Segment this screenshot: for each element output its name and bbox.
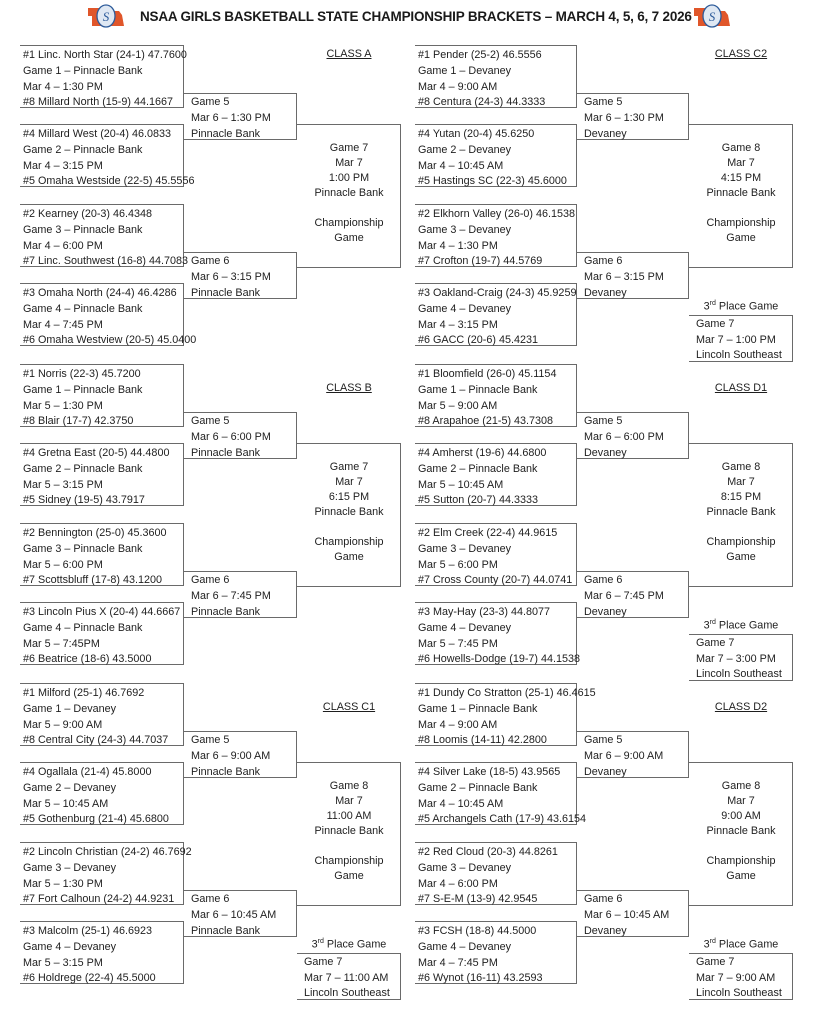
championship-label: Championship bbox=[706, 217, 776, 229]
semifinal-time: Mar 6 – 9:00 AM bbox=[584, 749, 664, 762]
final-site: Pinnacle Bank bbox=[314, 187, 384, 199]
semifinal-time: Mar 6 – 10:45 AM bbox=[584, 908, 670, 921]
nsaa-logo-icon bbox=[86, 2, 126, 30]
semifinal-game-number: Game 6 bbox=[191, 893, 230, 905]
semifinal-site: Pinnacle Bank bbox=[191, 605, 261, 618]
class-label: CLASS D1 bbox=[714, 382, 768, 394]
first-round-game-text bbox=[23, 367, 142, 430]
semifinal-game-number: Game 5 bbox=[191, 96, 230, 108]
championship-label: Championship bbox=[706, 536, 776, 548]
bottom-seed-team: #5 Archangels Cath (17-9) 43.6154 bbox=[418, 813, 587, 826]
top-seed-team: #2 Lincoln Christian (24-2) 46.7692 bbox=[23, 846, 192, 858]
game-venue: Game 3 – Devaney bbox=[418, 542, 512, 555]
bracket-section-class-b bbox=[15, 364, 415, 684]
final-site: Pinnacle Bank bbox=[706, 187, 776, 199]
game-time: Mar 5 – 6:00 PM bbox=[23, 558, 103, 571]
championship-label: Championship bbox=[314, 217, 384, 229]
third-place-label: 3rd Place Game bbox=[703, 619, 779, 632]
top-seed-team: #3 Malcolm (25-1) 46.6923 bbox=[23, 925, 153, 937]
page-title: NSAA GIRLS BASKETBALL STATE CHAMPIONSHIP BRACKETS – MARCH 4, 5, 6, 7 2026 bbox=[140, 9, 692, 24]
semifinal-game-text bbox=[191, 733, 270, 780]
final-time: 6:15 PM bbox=[328, 491, 370, 503]
third-place-site: Lincoln Southeast bbox=[696, 668, 782, 680]
third-place-game-number: Game 7 bbox=[696, 637, 735, 649]
game-venue: Game 2 – Pinnacle Bank bbox=[418, 781, 538, 794]
semifinal-game-text bbox=[584, 95, 664, 142]
semifinal-game-text bbox=[584, 254, 664, 301]
bottom-seed-team: #5 Hastings SC (22-3) 45.6000 bbox=[418, 175, 567, 188]
game-time: Mar 4 – 1:30 PM bbox=[418, 239, 498, 252]
top-seed-team: #4 Millard West (20-4) 46.0833 bbox=[23, 128, 172, 140]
championship-game-text bbox=[297, 460, 401, 565]
game-venue: Game 3 – Pinnacle Bank bbox=[23, 223, 143, 236]
championship-label-game: Game bbox=[726, 551, 756, 563]
first-round-game-text bbox=[418, 845, 558, 908]
bottom-seed-team: #6 Wynot (16-11) 43.2593 bbox=[418, 972, 543, 985]
top-seed-team: #2 Kearney (20-3) 46.4348 bbox=[23, 208, 153, 220]
final-site: Pinnacle Bank bbox=[314, 506, 384, 518]
semifinal-game-number: Game 6 bbox=[584, 574, 623, 586]
game-time: Mar 4 – 9:00 AM bbox=[418, 80, 498, 93]
game-venue: Game 4 – Devaney bbox=[418, 302, 512, 315]
bottom-seed-team: #6 Beatrice (18-6) 43.5000 bbox=[23, 653, 152, 666]
semifinal-time: Mar 6 – 6:00 PM bbox=[191, 430, 271, 443]
semifinal-site: Pinnacle Bank bbox=[191, 127, 261, 140]
game-time: Mar 5 – 9:00 AM bbox=[418, 399, 498, 412]
final-game-number: Game 8 bbox=[721, 142, 761, 154]
bottom-seed-team: #7 S-E-M (13-9) 42.9545 bbox=[418, 893, 538, 906]
championship-game-text bbox=[297, 779, 401, 884]
semifinal-time: Mar 6 – 6:00 PM bbox=[584, 430, 664, 443]
semifinal-site: Devaney bbox=[584, 286, 627, 299]
game-venue: Game 1 – Pinnacle Bank bbox=[23, 383, 143, 396]
bottom-seed-team: #8 Centura (24-3) 44.3333 bbox=[418, 96, 546, 109]
final-date: Mar 7 bbox=[335, 795, 363, 807]
third-place-game-number: Game 7 bbox=[696, 956, 735, 968]
final-game-number: Game 8 bbox=[721, 461, 761, 473]
page-header bbox=[0, 0, 819, 34]
bottom-seed-team: #6 Howells-Dodge (19-7) 44.1538 bbox=[418, 653, 581, 666]
game-venue: Game 1 – Pinnacle Bank bbox=[418, 702, 538, 715]
game-time: Mar 4 – 6:00 PM bbox=[23, 239, 103, 252]
first-round-game-text bbox=[418, 526, 572, 589]
final-time: 11:00 AM bbox=[326, 810, 372, 822]
top-seed-team: #2 Red Cloud (20-3) 44.8261 bbox=[418, 846, 558, 858]
top-seed-team: #2 Elm Creek (22-4) 44.9615 bbox=[418, 527, 558, 539]
top-seed-team: #1 Pender (25-2) 46.5556 bbox=[418, 49, 542, 61]
final-time: 8:15 PM bbox=[720, 491, 762, 503]
final-date: Mar 7 bbox=[727, 476, 755, 488]
game-time: Mar 4 – 3:15 PM bbox=[418, 318, 498, 331]
third-place-game-number: Game 7 bbox=[304, 956, 343, 968]
third-place-text bbox=[304, 955, 390, 1002]
first-round-game-text bbox=[418, 924, 543, 987]
first-round-game-text bbox=[23, 686, 168, 749]
game-time: Mar 5 – 7:45PM bbox=[23, 637, 100, 650]
top-seed-team: #3 Omaha North (24-4) 46.4286 bbox=[23, 287, 177, 299]
bottom-seed-team: #8 Millard North (15-9) 44.1667 bbox=[23, 96, 174, 109]
semifinal-time: Mar 6 – 1:30 PM bbox=[584, 111, 664, 124]
first-round-game-text bbox=[23, 526, 166, 589]
semifinal-site: Pinnacle Bank bbox=[191, 924, 261, 937]
game-time: Mar 5 – 3:15 PM bbox=[23, 478, 103, 491]
first-round-game-text bbox=[23, 845, 192, 908]
final-date: Mar 7 bbox=[335, 157, 363, 169]
semifinal-game-number: Game 6 bbox=[584, 893, 623, 905]
semifinal-game-number: Game 5 bbox=[584, 96, 623, 108]
semifinal-game-number: Game 6 bbox=[584, 255, 623, 267]
semifinal-game-text bbox=[191, 414, 271, 461]
semifinal-game-number: Game 5 bbox=[584, 415, 623, 427]
first-round-game-text bbox=[418, 367, 556, 430]
championship-label-game: Game bbox=[726, 870, 756, 882]
top-seed-team: #3 May-Hay (23-3) 44.8077 bbox=[418, 606, 551, 618]
game-time: Mar 5 – 10:45 AM bbox=[418, 478, 504, 491]
bracket-section-class-d1 bbox=[410, 364, 810, 684]
first-round-game-text bbox=[418, 765, 586, 828]
bottom-seed-team: #5 Gothenburg (21-4) 45.6800 bbox=[23, 813, 169, 826]
semifinal-time: Mar 6 – 3:15 PM bbox=[584, 270, 664, 283]
game-time: Mar 5 – 1:30 PM bbox=[23, 877, 103, 890]
game-venue: Game 1 – Devaney bbox=[23, 702, 117, 715]
top-seed-team: #4 Gretna East (20-5) 44.4800 bbox=[23, 447, 170, 459]
svg-text:S: S bbox=[708, 9, 716, 24]
semifinal-site: Pinnacle Bank bbox=[191, 286, 261, 299]
final-game-number: Game 8 bbox=[329, 780, 369, 792]
final-game-number: Game 8 bbox=[721, 780, 761, 792]
championship-game-text bbox=[689, 460, 793, 565]
bottom-seed-team: #8 Blair (17-7) 42.3750 bbox=[23, 415, 134, 428]
top-seed-team: #4 Amherst (19-6) 44.6800 bbox=[418, 447, 547, 459]
top-seed-team: #1 Linc. North Star (24-1) 47.7600 bbox=[23, 49, 187, 61]
semifinal-game-number: Game 6 bbox=[191, 574, 230, 586]
third-place-time: Mar 7 – 1:00 PM bbox=[696, 333, 776, 346]
first-round-game-text bbox=[418, 207, 575, 270]
first-round-game-text bbox=[23, 605, 180, 668]
top-seed-team: #1 Bloomfield (26-0) 45.1154 bbox=[418, 368, 557, 380]
first-round-game-text bbox=[418, 127, 567, 190]
semifinal-game-text bbox=[584, 892, 669, 939]
final-time: 9:00 AM bbox=[721, 810, 761, 822]
first-round-game-text bbox=[23, 127, 194, 190]
game-venue: Game 2 – Pinnacle Bank bbox=[23, 143, 143, 156]
first-round-game-text bbox=[23, 446, 169, 509]
third-place-time: Mar 7 – 11:00 AM bbox=[304, 971, 389, 984]
top-seed-team: #2 Elkhorn Valley (26-0) 46.1538 bbox=[418, 208, 576, 220]
bottom-seed-team: #6 Holdrege (22-4) 45.5000 bbox=[23, 972, 156, 985]
championship-label-game: Game bbox=[334, 232, 364, 244]
bottom-seed-team: #6 Omaha Westview (20-5) 45.0400 bbox=[23, 334, 197, 347]
nsaa-logo-icon bbox=[692, 2, 732, 30]
semifinal-game-text bbox=[191, 95, 271, 142]
game-time: Mar 4 – 9:00 AM bbox=[418, 718, 498, 731]
semifinal-time: Mar 6 – 1:30 PM bbox=[191, 111, 271, 124]
bottom-seed-team: #7 Crofton (19-7) 44.5769 bbox=[418, 255, 543, 268]
championship-game-text bbox=[689, 779, 793, 884]
semifinal-game-number: Game 5 bbox=[191, 415, 230, 427]
championship-game-text bbox=[297, 141, 401, 246]
top-seed-team: #1 Milford (25-1) 46.7692 bbox=[23, 687, 145, 699]
top-seed-team: #3 Oakland-Craig (24-3) 45.9259 bbox=[418, 287, 577, 299]
bottom-seed-team: #8 Central City (24-3) 44.7037 bbox=[23, 734, 169, 747]
game-time: Mar 5 – 1:30 PM bbox=[23, 399, 103, 412]
semifinal-game-text bbox=[191, 892, 276, 939]
game-time: Mar 4 – 6:00 PM bbox=[418, 877, 498, 890]
championship-label-game: Game bbox=[334, 870, 364, 882]
class-label: CLASS C2 bbox=[714, 48, 768, 60]
game-venue: Game 3 – Devaney bbox=[418, 861, 512, 874]
semifinal-time: Mar 6 – 9:00 AM bbox=[191, 749, 271, 762]
bracket-section-class-c1 bbox=[15, 683, 415, 1003]
game-venue: Game 4 – Devaney bbox=[23, 940, 117, 953]
class-label: CLASS A bbox=[326, 48, 372, 60]
semifinal-site: Devaney bbox=[584, 605, 627, 618]
semifinal-time: Mar 6 – 7:45 PM bbox=[191, 589, 271, 602]
top-seed-team: #3 FCSH (18-8) 44.5000 bbox=[418, 925, 537, 937]
third-place-label: 3rd Place Game bbox=[703, 938, 779, 951]
svg-text:S: S bbox=[102, 9, 110, 24]
top-seed-team: #4 Yutan (20-4) 45.6250 bbox=[418, 128, 535, 140]
game-time: Mar 5 – 9:00 AM bbox=[23, 718, 103, 731]
final-time: 1:00 PM bbox=[328, 172, 370, 184]
third-place-time: Mar 7 – 9:00 AM bbox=[696, 971, 776, 984]
game-venue: Game 4 – Devaney bbox=[418, 621, 512, 634]
semifinal-time: Mar 6 – 3:15 PM bbox=[191, 270, 271, 283]
class-label: CLASS C1 bbox=[322, 701, 376, 713]
bottom-seed-team: #8 Arapahoe (21-5) 43.7308 bbox=[418, 415, 554, 428]
game-venue: Game 4 – Pinnacle Bank bbox=[23, 621, 143, 634]
semifinal-game-text bbox=[191, 573, 271, 620]
bottom-seed-team: #5 Sidney (19-5) 43.7917 bbox=[23, 494, 145, 507]
game-time: Mar 5 – 7:45 PM bbox=[418, 637, 498, 650]
semifinal-game-number: Game 5 bbox=[191, 734, 230, 746]
first-round-game-text bbox=[23, 765, 169, 828]
game-time: Mar 4 – 10:45 AM bbox=[418, 797, 504, 810]
game-time: Mar 5 – 3:15 PM bbox=[23, 956, 103, 969]
top-seed-team: #1 Dundy Co Stratton (25-1) 46.4615 bbox=[418, 687, 596, 699]
game-time: Mar 4 – 7:45 PM bbox=[23, 318, 103, 331]
game-venue: Game 3 – Pinnacle Bank bbox=[23, 542, 143, 555]
semifinal-site: Devaney bbox=[584, 924, 627, 937]
third-place-text bbox=[696, 636, 782, 683]
semifinal-game-text bbox=[191, 254, 271, 301]
championship-label: Championship bbox=[706, 855, 776, 867]
game-time: Mar 4 – 1:30 PM bbox=[23, 80, 103, 93]
bracket-section-class-d2 bbox=[410, 683, 810, 1003]
game-venue: Game 2 – Devaney bbox=[23, 781, 117, 794]
class-label: CLASS B bbox=[326, 382, 372, 394]
semifinal-site: Devaney bbox=[584, 765, 627, 778]
top-seed-team: #1 Norris (22-3) 45.7200 bbox=[23, 368, 141, 380]
game-time: Mar 4 – 3:15 PM bbox=[23, 159, 103, 172]
third-place-site: Lincoln Southeast bbox=[696, 987, 782, 999]
game-venue: Game 2 – Pinnacle Bank bbox=[418, 462, 538, 475]
championship-label-game: Game bbox=[334, 551, 364, 563]
game-venue: Game 4 – Devaney bbox=[418, 940, 512, 953]
semifinal-game-text bbox=[584, 414, 664, 461]
final-date: Mar 7 bbox=[727, 157, 755, 169]
game-time: Mar 5 – 6:00 PM bbox=[418, 558, 498, 571]
bracket-section-class-c2 bbox=[410, 45, 810, 365]
first-round-game-text bbox=[418, 48, 545, 111]
top-seed-team: #4 Ogallala (21-4) 45.8000 bbox=[23, 766, 152, 778]
semifinal-site: Devaney bbox=[584, 446, 627, 459]
first-round-game-text bbox=[23, 924, 156, 987]
semifinal-game-text bbox=[584, 573, 664, 620]
game-venue: Game 3 – Devaney bbox=[23, 861, 117, 874]
bottom-seed-team: #7 Cross County (20-7) 44.0741 bbox=[418, 574, 573, 587]
first-round-game-text bbox=[418, 686, 596, 749]
championship-label: Championship bbox=[314, 536, 384, 548]
first-round-game-text bbox=[418, 605, 580, 668]
first-round-game-text bbox=[23, 48, 187, 111]
top-seed-team: #3 Lincoln Pius X (20-4) 44.6667 bbox=[23, 606, 181, 618]
final-game-number: Game 7 bbox=[329, 142, 369, 154]
game-venue: Game 2 – Pinnacle Bank bbox=[23, 462, 143, 475]
bottom-seed-team: #7 Fort Calhoun (24-2) 44.9231 bbox=[23, 893, 175, 906]
game-venue: Game 1 – Devaney bbox=[418, 64, 512, 77]
third-place-time: Mar 7 – 3:00 PM bbox=[696, 652, 776, 665]
game-time: Mar 5 – 10:45 AM bbox=[23, 797, 109, 810]
top-seed-team: #4 Silver Lake (18-5) 43.9565 bbox=[418, 766, 561, 778]
semifinal-game-text bbox=[584, 733, 663, 780]
final-site: Pinnacle Bank bbox=[706, 506, 776, 518]
third-place-site: Lincoln Southeast bbox=[304, 987, 390, 999]
final-site: Pinnacle Bank bbox=[706, 825, 776, 837]
final-game-number: Game 7 bbox=[329, 461, 369, 473]
game-time: Mar 4 – 7:45 PM bbox=[418, 956, 498, 969]
game-venue: Game 1 – Pinnacle Bank bbox=[23, 64, 143, 77]
semifinal-game-number: Game 6 bbox=[191, 255, 230, 267]
third-place-text bbox=[696, 317, 782, 364]
class-label: CLASS D2 bbox=[714, 701, 768, 713]
bottom-seed-team: #5 Omaha Westside (22-5) 45.5556 bbox=[23, 175, 195, 188]
game-venue: Game 3 – Devaney bbox=[418, 223, 512, 236]
third-place-site: Lincoln Southeast bbox=[696, 349, 782, 361]
game-venue: Game 2 – Devaney bbox=[418, 143, 512, 156]
game-venue: Game 4 – Pinnacle Bank bbox=[23, 302, 143, 315]
game-venue: Game 1 – Pinnacle Bank bbox=[418, 383, 538, 396]
bottom-seed-team: #7 Scottsbluff (17-8) 43.1200 bbox=[23, 574, 163, 587]
semifinal-site: Devaney bbox=[584, 127, 627, 140]
bottom-seed-team: #5 Sutton (20-7) 44.3333 bbox=[418, 494, 539, 507]
semifinal-time: Mar 6 – 10:45 AM bbox=[191, 908, 277, 921]
bottom-seed-team: #6 GACC (20-6) 45.4231 bbox=[418, 334, 539, 347]
top-seed-team: #2 Bennington (25-0) 45.3600 bbox=[23, 527, 167, 539]
first-round-game-text bbox=[418, 446, 546, 509]
final-site: Pinnacle Bank bbox=[314, 825, 384, 837]
third-place-text bbox=[696, 955, 782, 1002]
bracket-section-class-a bbox=[15, 45, 415, 365]
final-date: Mar 7 bbox=[335, 476, 363, 488]
bottom-seed-team: #7 Linc. Southwest (16-8) 44.7083 bbox=[23, 255, 189, 268]
bottom-seed-team: #8 Loomis (14-11) 42.2800 bbox=[418, 734, 547, 747]
championship-label: Championship bbox=[314, 855, 384, 867]
final-date: Mar 7 bbox=[727, 795, 755, 807]
third-place-label: 3rd Place Game bbox=[703, 300, 779, 313]
semifinal-game-number: Game 5 bbox=[584, 734, 623, 746]
first-round-game-text bbox=[418, 286, 576, 349]
game-time: Mar 4 – 10:45 AM bbox=[418, 159, 504, 172]
championship-game-text bbox=[689, 141, 793, 246]
semifinal-time: Mar 6 – 7:45 PM bbox=[584, 589, 664, 602]
semifinal-site: Pinnacle Bank bbox=[191, 446, 261, 459]
first-round-game-text bbox=[23, 286, 196, 349]
championship-label-game: Game bbox=[726, 232, 756, 244]
third-place-label: 3rd Place Game bbox=[311, 938, 387, 951]
third-place-game-number: Game 7 bbox=[696, 318, 735, 330]
semifinal-site: Pinnacle Bank bbox=[191, 765, 261, 778]
first-round-game-text bbox=[23, 207, 188, 270]
final-time: 4:15 PM bbox=[720, 172, 762, 184]
